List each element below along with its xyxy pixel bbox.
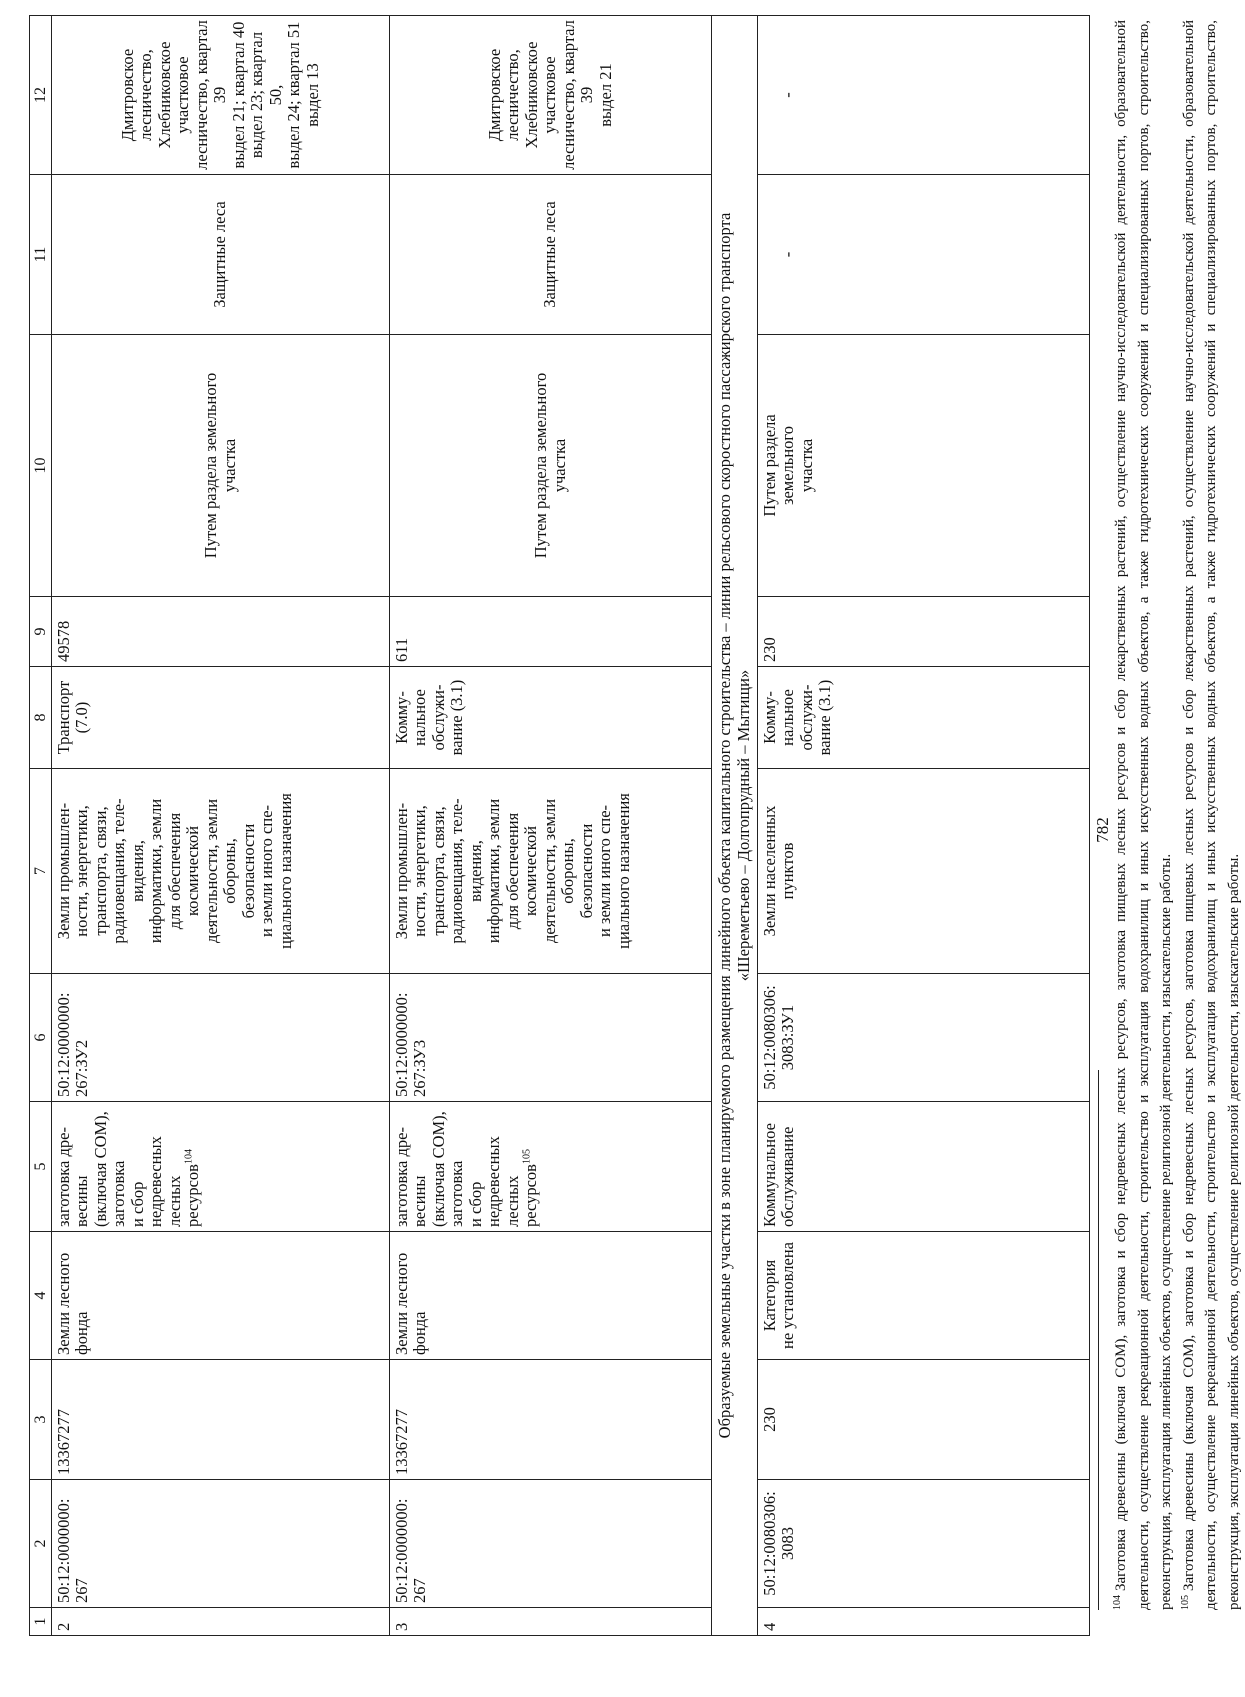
new-cadastral-number: 50:12:0000000: 267:ЗУ2: [52, 974, 390, 1102]
column-number: 11: [30, 175, 52, 335]
new-plot-area: 230: [758, 597, 1090, 667]
footnote-ref: 105: [521, 1149, 533, 1165]
formation-method: Путем раздела земельного участка: [390, 335, 712, 597]
section-heading-row: [712, 16, 758, 1636]
column-number: 8: [30, 667, 52, 769]
column-number: 12: [30, 16, 52, 175]
permitted-use: заготовка дре- весины (включая СОМ), заготовка и сбор недревесных лесных ресурсов$^{105}$: [390, 1102, 712, 1232]
column-number: 5: [30, 1102, 52, 1232]
footnote-text: Заготовка древесины (включая СОМ), заготовка и сбор недревесных лесных ресурсов, заготовка пищевых лесных ресурсов и сбор лекарственных растений, осуществление научно-исследовательской деятельности, образовательной деятельности, осуществление рекреационной деятельности, строительство и эксплуатация водохранилищ и иных искусственных водных объектов, а также гидротехнических сооружений и специализированных портов, строительство, реконструкция, эксплуатация линейных объектов, осуществление религиозной деятельности, изыскательские работы.: [1113, 20, 1174, 1610]
land-category: Земли лесного фонда: [390, 1232, 712, 1360]
permitted-use: Коммунальное обслуживание: [758, 1102, 1090, 1232]
column-number: 6: [30, 974, 52, 1102]
page-number: 782: [1093, 817, 1112, 843]
column-number: 4: [30, 1232, 52, 1360]
forest-location: Дмитровское лесничество, Хлебниковское участковое лесничество, квартал 39 выдел 21; квартал 40 выдел 23; квартал 50, выдел 24; квартал 51 выдел 13: [52, 16, 390, 175]
footnote-mark: 104: [1112, 1595, 1123, 1610]
new-cadastral-number: 50:12:0080306: 3083:ЗУ1: [758, 974, 1090, 1102]
footnotes: [1110, 20, 1245, 1610]
cadastral-number: 50:12:0080306: 3083: [758, 1480, 1090, 1608]
forest-category: Защитные леса: [52, 175, 390, 335]
land-category: Категория не установлена: [758, 1232, 1090, 1360]
new-land-category: Земли населенных пунктов: [758, 769, 1090, 974]
footnote-divider: [1098, 1070, 1099, 1610]
column-number: 1: [30, 1608, 52, 1636]
new-land-category: Земли промышлен- ности, энергетики, транспорта, связи, радиовещания, теле- видения, информатики, земли для обеспечения космической деятельности, земли обороны, безопасности и земли иного спе- циального назначения: [52, 769, 390, 974]
column-number: 10: [30, 335, 52, 597]
land-plots-table: [29, 15, 1090, 1636]
footnote-105: [1178, 20, 1245, 1610]
plot-area: 230: [758, 1360, 1090, 1480]
land-category: Земли лесного фонда: [52, 1232, 390, 1360]
footnote-104: [1110, 20, 1178, 1610]
permitted-use-code: Комму- нальное обслужи- вание (3.1): [758, 667, 1090, 769]
formation-method: Путем раздела земельного участка: [52, 335, 390, 597]
table-row: [758, 16, 1090, 1636]
table-row: [390, 16, 712, 1636]
footnote-text: Заготовка древесины (включая СОМ), заготовка и сбор недревесных лесных ресурсов, заготовка пищевых лесных ресурсов и сбор лекарственных растений, осуществление научно-исследовательской деятельности, образовательной деятельности, осуществление рекреационной деятельности, строительство и эксплуатация водохранилищ и иных искусственных водных объектов, а также гидротехнических сооружений и специализированных портов, строительство, реконструкция, эксплуатация линейных объектов, осуществление религиозной деятельности, изыскательские работы.: [1180, 20, 1242, 1610]
forest-category: Защитные леса: [390, 175, 712, 335]
column-number: 3: [30, 1360, 52, 1480]
permitted-use-code: Комму- нальное обслужи- вание (3.1): [390, 667, 712, 769]
forest-category: -: [758, 175, 1090, 335]
permitted-use: заготовка дре- весины (включая СОМ), заготовка и сбор недревесных лесных ресурсов$^{104}$: [52, 1102, 390, 1232]
new-plot-area: 49578: [52, 597, 390, 667]
table-row: [52, 16, 390, 1636]
cadastral-number: 50:12:0000000: 267: [52, 1480, 390, 1608]
cadastral-number: 50:12:0000000: 267: [390, 1480, 712, 1608]
new-cadastral-number: 50:12:0000000: 267:ЗУ3: [390, 974, 712, 1102]
new-land-category: Земли промышлен- ности, энергетики, транспорта, связи, радиовещания, теле- видения, информатики, земли для обеспечения космической деятельности, земли обороны, безопасности и земли иного спе- циального назначения: [390, 769, 712, 974]
new-plot-area: 611: [390, 597, 712, 667]
row-number: 4: [758, 1608, 1090, 1636]
row-number: 3: [390, 1608, 712, 1636]
rotated-page: [15, 10, 1242, 1650]
formation-method: Путем раздела земельного участка: [758, 335, 1090, 597]
plot-area: 13367277: [52, 1360, 390, 1480]
footnote-ref: 104: [183, 1149, 195, 1165]
column-number-row: [30, 16, 52, 1636]
column-number: 9: [30, 597, 52, 667]
column-number: 2: [30, 1480, 52, 1608]
column-number: 7: [30, 769, 52, 974]
footnote-mark: 105: [1179, 1595, 1191, 1610]
permitted-use-code: Транспорт (7.0): [52, 667, 390, 769]
forest-location: -: [758, 16, 1090, 175]
forest-location: Дмитровское лесничество, Хлебниковское участковое лесничество, квартал 39 выдел 21: [390, 16, 712, 175]
plot-area: 13367277: [390, 1360, 712, 1480]
section-heading: Образуемые земельные участки в зоне планируемого размещения линейного объекта капитального строительства – линии рельсового скоростного пассажирского транспорта «Шереметьево – Долгопрудный – Мытищи»: [712, 16, 758, 1636]
row-number: 2: [52, 1608, 390, 1636]
